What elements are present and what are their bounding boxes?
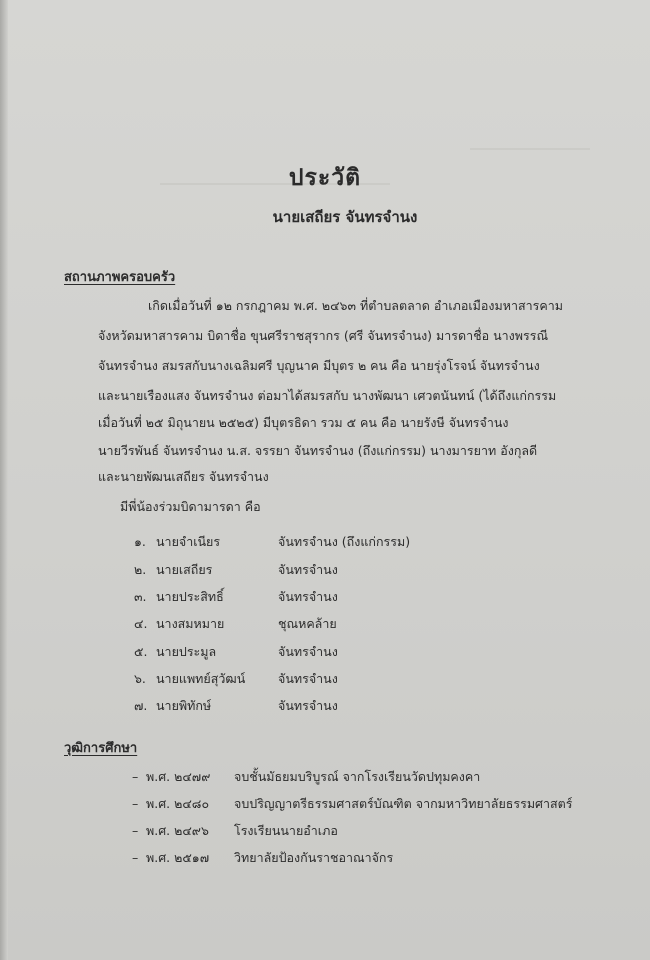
- sibling-item: [134, 642, 338, 662]
- page-edge-shadow: [0, 0, 8, 960]
- paragraph-line: และนายพัฒนเสถียร จันทรจำนง: [98, 469, 269, 484]
- paragraph-line: เกิดเมื่อวันที่ ๑๒ กรกฎาคม พ.ศ. ๒๔๖๓ ที่ตำบลตลาด อำเภอเมืองมหาสารคาม: [148, 298, 563, 313]
- list-dash: –: [132, 850, 139, 865]
- sibling-name: นายประมูล: [156, 644, 217, 659]
- sibling-surname: จันทรจำนง: [278, 589, 338, 604]
- education-item: [132, 848, 393, 868]
- education-item: [132, 821, 338, 841]
- paragraph-line: เมื่อวันที่ ๒๕ มิถุนายน ๒๕๒๕) มีบุตรธิดา รวม ๕ คน คือ นายรังษี จันทรจำนง: [98, 415, 509, 430]
- sibling-name: นายแพทย์สุวัฒน์: [156, 671, 246, 686]
- sibling-name: นายพิทักษ์: [156, 698, 212, 713]
- sibling-surname: จันทรจำนง: [278, 562, 338, 577]
- sibling-name: นายจำเนียร: [156, 534, 221, 549]
- sibling-item: [134, 560, 338, 580]
- education-text: โรงเรียนนายอำเภอ: [234, 823, 338, 838]
- education-year: พ.ศ. ๒๔๗๙: [146, 769, 211, 784]
- sibling-item: [134, 587, 338, 607]
- education-text: จบชั้นมัธยมบริบูรณ์ จากโรงเรียนวัดปทุมคงคา: [234, 769, 481, 784]
- sibling-item: [134, 696, 338, 716]
- education-text: วิทยาลัยป้องกันราชอาณาจักร: [234, 850, 394, 865]
- sibling-item: [134, 614, 337, 634]
- education-item: [132, 794, 572, 814]
- paragraph-line: จังหวัดมหาสารคาม บิดาชื่อ ขุนศรีราชสุรากร (ศรี จันทรจำนง) มารดาชื่อ นางพรรณี: [98, 328, 549, 343]
- sibling-surname: จันทรจำนง (ถึงแก่กรรม): [278, 534, 411, 549]
- sibling-surname: จันทรจำนง: [278, 671, 338, 686]
- sibling-item: [134, 532, 410, 552]
- list-dash: –: [132, 769, 139, 784]
- page-subtitle: นายเสถียร จันทรจำนง: [272, 208, 418, 226]
- sibling-number: ๕.: [134, 644, 148, 659]
- sibling-number: ๔.: [134, 616, 148, 631]
- bleed-through-mark: [470, 148, 590, 150]
- sibling-name: นายประสิทธิ์: [156, 589, 224, 604]
- sibling-number: ๒.: [134, 562, 147, 577]
- list-dash: –: [132, 823, 139, 838]
- sibling-name: นายเสถียร: [156, 562, 213, 577]
- paragraph-line: จันทรจำนง สมรสกับนางเฉลิมศรี บุญนาค มีบุตร ๒ คน คือ นายรุ่งโรจน์ จันทรจำนง: [98, 358, 540, 373]
- section-heading-education: วุฒิการศึกษา: [64, 741, 138, 756]
- sibling-name: นางสมหมาย: [156, 616, 225, 631]
- education-year: พ.ศ. ๒๔๙๖: [146, 823, 209, 838]
- education-year: พ.ศ. ๒๕๑๗: [146, 850, 210, 865]
- sibling-number: ๗.: [134, 698, 148, 713]
- sibling-number: ๓.: [134, 589, 147, 604]
- education-year: พ.ศ. ๒๔๘๐: [146, 796, 210, 811]
- sibling-item: [134, 669, 338, 689]
- paragraph-line: และนายเรืองแสง จันทรจำนง ต่อมาได้สมรสกับ นางพัฒนา เศวตนันทน์ (ได้ถึงแก่กรรม: [98, 388, 557, 403]
- sibling-number: ๖.: [134, 671, 146, 686]
- sibling-number: ๑.: [134, 534, 146, 549]
- section-heading-family: สถานภาพครอบครัว: [64, 270, 176, 285]
- education-item: [132, 767, 480, 787]
- sibling-surname: จันทรจำนง: [278, 698, 338, 713]
- education-text: จบปริญญาตรีธรรมศาสตร์บัณฑิต จากมหาวิทยาลัยธรรมศาสตร์: [234, 796, 573, 811]
- sibling-surname: ชุณหคล้าย: [278, 616, 337, 631]
- siblings-intro: มีพี่น้องร่วมบิดามารดา คือ: [120, 499, 261, 514]
- paragraph-line: นายวีรพันธ์ จันทรจำนง น.ส. จรรยา จันทรจำนง (ถึงแก่กรรม) นางมารยาท อังกุลดี: [98, 443, 538, 458]
- sibling-surname: จันทรจำนง: [278, 644, 338, 659]
- list-dash: –: [132, 796, 139, 811]
- page-title: ประวัติ: [288, 165, 362, 191]
